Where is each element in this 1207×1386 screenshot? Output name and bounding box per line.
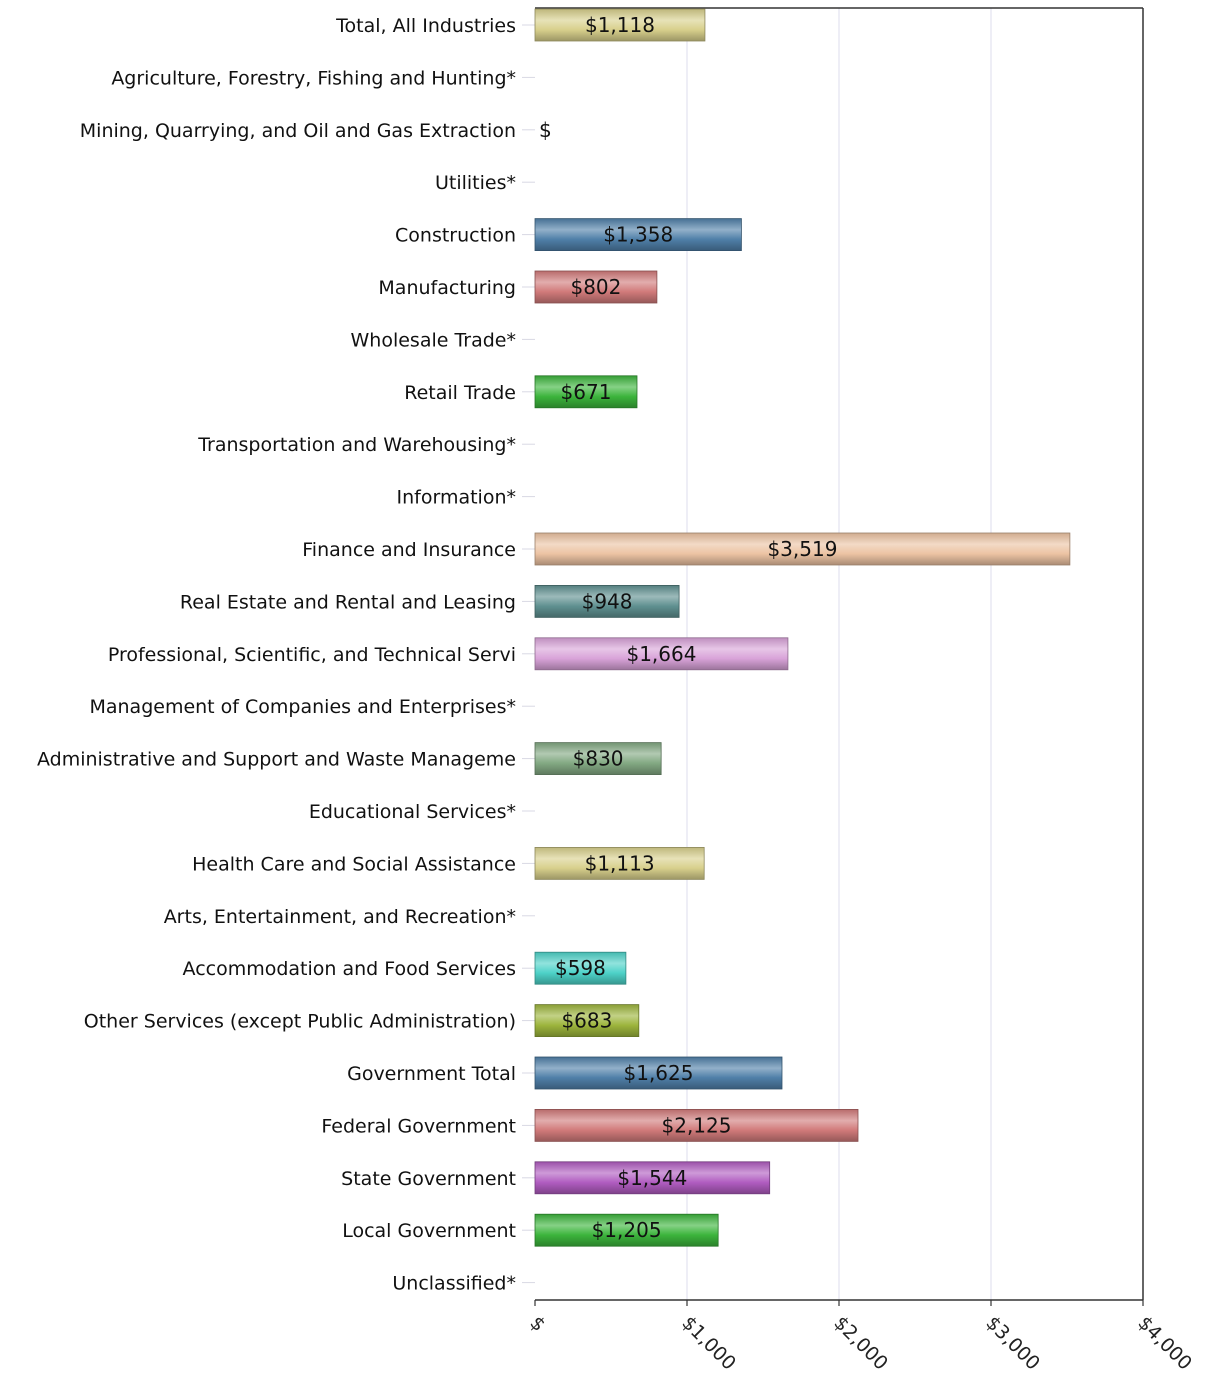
category-label: Accommodation and Food Services [182,958,516,981]
data-label: $1,544 [617,1165,688,1190]
x-tick-label: $3,000 [981,1311,1045,1375]
category-label: Finance and Insurance [302,539,516,561]
data-label: $1,664 [626,641,697,666]
data-label: $1,118 [584,13,655,37]
x-tick-label: $1,000 [677,1311,741,1375]
data-label: $ [539,117,552,142]
data-label: $830 [572,746,624,771]
data-label: $1,113 [584,851,655,876]
data-label: $1,205 [591,1218,662,1243]
x-tick-label: $ [525,1311,550,1337]
category-label: Educational Services* [308,801,516,823]
bars [535,9,1070,1246]
category-label: Government Total [347,1063,516,1085]
category-label: Information* [396,486,516,509]
category-label: Arts, Entertainment, and Recreation* [163,905,516,928]
data-label: $683 [561,1008,613,1033]
category-label: Mining, Quarrying, and Oil and Gas Extraction [79,119,516,142]
category-label: Federal Government [321,1115,516,1138]
data-label: $802 [570,275,622,299]
category-label: Health Care and Social Assistance [192,853,516,876]
x-tick-label: $4,000 [1133,1311,1197,1375]
category-label: Management of Companies and Enterprises* [89,696,516,719]
category-label: Local Government [342,1220,516,1243]
data-label: $1,625 [623,1061,694,1085]
category-label: Manufacturing [378,277,516,299]
category-label: State Government [341,1167,516,1190]
data-label: $3,519 [767,537,838,561]
data-label: $1,358 [603,222,674,247]
category-label: Real Estate and Rental and Leasing [179,591,516,614]
data-label: $598 [554,956,606,981]
category-label: Wholesale Trade* [350,329,516,352]
category-label: Agriculture, Forestry, Fishing and Hunting* [111,67,516,90]
x-tick-label: $2,000 [829,1311,893,1375]
category-label: Other Services (except Public Administration) [83,1010,516,1033]
category-label: Utilities* [434,172,516,195]
category-label: Construction [395,224,516,247]
category-label: Unclassified* [392,1272,516,1295]
category-label: Administrative and Support and Waste Manageme [36,748,516,771]
category-label: Professional, Scientific, and Technical Servi [107,643,516,666]
category-label: Retail Trade [404,381,516,404]
data-label: $671 [560,379,612,404]
data-label: $948 [581,589,633,614]
category-label: Total, All Industries [336,15,516,37]
category-label: Transportation and Warehousing* [198,434,516,457]
data-label: $2,125 [661,1113,732,1138]
